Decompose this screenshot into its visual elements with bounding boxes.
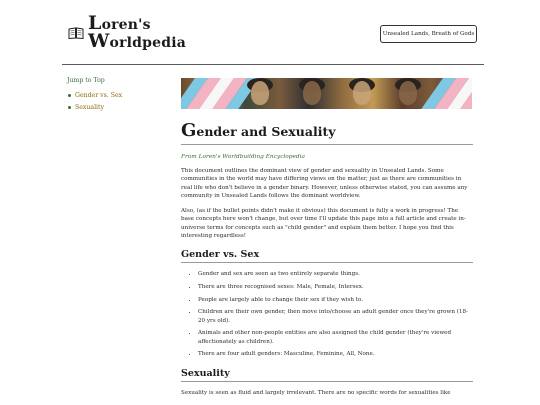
list-item: • Children are their own gender, then move into/choose an adult gender once they're grown (18-20 yrs old). (198, 308, 473, 325)
page-title: Gender and Sexuality (181, 120, 473, 145)
toc-item-sexuality[interactable]: Sexuality (67, 104, 172, 111)
open-book-icon (68, 27, 84, 39)
logo-line-2: Worldpedia (88, 30, 187, 52)
toc-item-gender-vs-sex[interactable]: Gender vs. Sex (67, 92, 172, 99)
logo-line-1: Loren's (88, 12, 151, 34)
intro-paragraph-1: This document outlines the dominant view of gender and sexuality in Unsealed Lands. Some communities in the world may have differing views on the matter, just as there are communities in real life who don't believe in a gender binary. However, unless otherwise stated, you can assume any community in Unsealed Lands follows the dominant worldview. (181, 168, 468, 199)
source-subtitle: From Loren's Worldbuilding Encyclopedia (181, 154, 305, 160)
site-logo[interactable] (88, 12, 187, 52)
list-item: • There are three recognised sexes: Male, Female, Intersex. (198, 283, 473, 291)
intro-paragraph-2: Also, (as if the bullet points didn't make it obvious) this document is fully a work in progress! The base concepts here won't change, but over time I'll update this page into a full article and create in-universe terms for concepts such as "child gender" and explain them better. I hope you find this interesting regardless! (181, 208, 466, 240)
table-of-contents (67, 92, 172, 111)
sidebar (67, 77, 172, 116)
jump-to-top-link[interactable]: Jump to Top (67, 77, 105, 84)
list-item: • Gender and sex are seen as two entirely separate things. (198, 270, 473, 278)
article (181, 78, 473, 397)
world-select-button[interactable]: Unsealed Lands, Breath of Gods (380, 25, 477, 43)
list-item: • People are largely able to change their sex if they wish to. (198, 296, 473, 304)
sexuality-paragraph: Sexuality is seen as fluid and largely irrelevant. There are no specific words for sexualities like (181, 389, 451, 396)
list-item: • Animals and other non-people entities are also assigned the child gender (they're viewed affectionately as children). (198, 329, 473, 346)
header-divider (62, 64, 484, 65)
site-header (0, 0, 540, 64)
section-heading-sexuality: Sexuality (181, 368, 473, 382)
banner-image (181, 78, 472, 109)
section-heading-gender-vs-sex: Gender vs. Sex (181, 249, 473, 263)
gender-vs-sex-list (181, 270, 473, 358)
list-item: • There are four adult genders: Masculine, Feminine, All, None. (198, 350, 473, 358)
